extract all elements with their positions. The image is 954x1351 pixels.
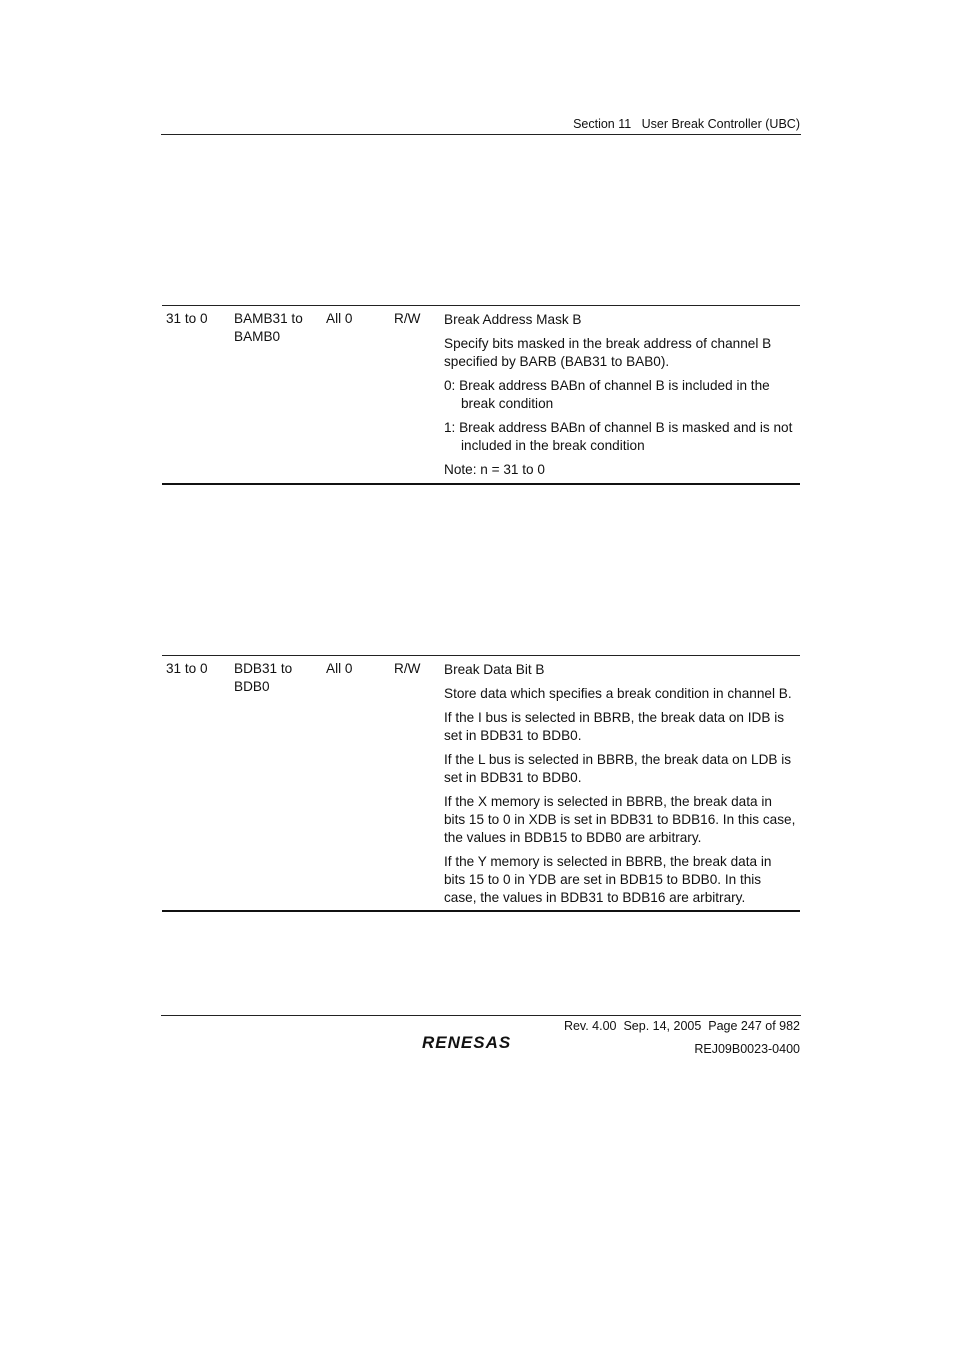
footer-rule <box>161 1015 801 1016</box>
bit-name-line1: BAMB31 to <box>234 311 303 326</box>
svg-text:RENESAS: RENESAS <box>422 1033 512 1052</box>
table-bottom-rule <box>162 910 800 912</box>
bit-name-cell <box>234 660 320 696</box>
bit-name-line2: BDB0 <box>234 679 270 694</box>
description-cell <box>444 660 796 907</box>
description-paragraph: If the X memory is selected in BBRB, the break data in bits 15 to 0 in XDB is set in BDB31 to BDB16. In this case, the values in BDB15 to BDB0 are arbitrary. <box>444 794 796 845</box>
description-paragraph: If the I bus is selected in BBRB, the break data on IDB is set in BDB31 to BDB0. <box>444 710 785 743</box>
header-rule <box>161 134 801 135</box>
description-cell <box>444 310 796 479</box>
page-header: Section 11 User Break Controller (UBC) <box>573 117 800 131</box>
description-title: Break Data Bit B <box>444 662 545 677</box>
bit-cell: 31 to 0 <box>166 311 208 326</box>
register-table-bdb <box>162 655 800 912</box>
bit-name-line2: BAMB0 <box>234 329 281 344</box>
description-paragraph: Store data which specifies a break condition in channel B. <box>444 686 792 701</box>
initial-value-cell: All 0 <box>326 311 353 326</box>
footer-doc-number: REJ09B0023-0400 <box>694 1042 800 1056</box>
description-paragraph: 1: Break address BABn of channel B is masked and is not included in the break condition <box>444 420 793 453</box>
bit-cell: 31 to 0 <box>166 661 208 676</box>
description-paragraph: If the Y memory is selected in BBRB, the break data in bits 15 to 0 in YDB are set in BDB15 to BDB0. In this case, the values in BDB31 to BDB16 are arbitrary. <box>444 854 772 905</box>
description-paragraph: If the L bus is selected in BBRB, the break data on LDB is set in BDB31 to BDB0. <box>444 752 792 785</box>
bit-name-line1: BDB31 to <box>234 661 293 676</box>
description-note: Note: n = 31 to 0 <box>444 462 545 477</box>
description-paragraph: 0: Break address BABn of channel B is included in the break condition <box>444 378 770 411</box>
table-bottom-rule <box>162 483 800 485</box>
initial-value-cell: All 0 <box>326 661 353 676</box>
bit-name-cell <box>234 310 320 346</box>
description-paragraph: Specify bits masked in the break address of channel B specified by BARB (BAB31 to BAB0). <box>444 336 772 369</box>
rw-cell: R/W <box>394 311 421 326</box>
footer-revision: Rev. 4.00 Sep. 14, 2005 Page 247 of 982 <box>563 1019 800 1033</box>
table-row <box>162 656 800 907</box>
register-table-bamb <box>162 305 800 485</box>
renesas-logo <box>421 1031 543 1053</box>
table-row <box>162 306 800 479</box>
description-title: Break Address Mask B <box>444 312 582 327</box>
rw-cell: R/W <box>394 661 421 676</box>
